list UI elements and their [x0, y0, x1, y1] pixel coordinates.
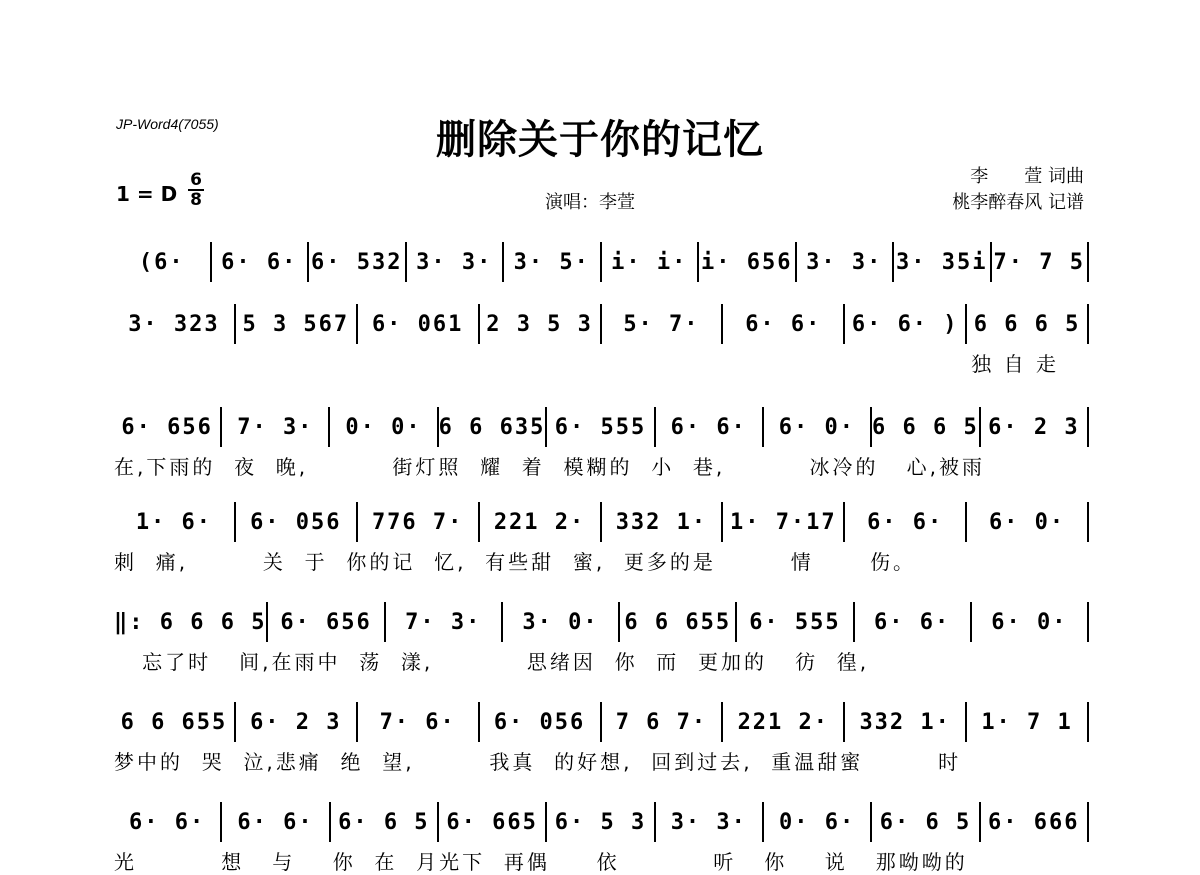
measure: 6· 6· — [867, 509, 944, 535]
measure: 6· 6· — [237, 809, 314, 835]
barline — [1087, 502, 1089, 542]
lyricist-credit — [970, 162, 1084, 188]
measure: 3· 3· — [806, 249, 883, 275]
measure: 0· 6· — [779, 809, 856, 835]
software-watermark: JP-Word4(7055) — [116, 116, 219, 132]
time-signature-top: 6 — [190, 170, 202, 190]
measure: 6· 6· ) — [851, 311, 959, 337]
lyrics-line: 独 自 走 — [971, 352, 1059, 376]
measure: 332 1· — [859, 709, 951, 735]
barline — [1087, 304, 1089, 344]
measure: 3· 3· — [670, 809, 747, 835]
measure: 6· 0· — [778, 414, 856, 440]
measure: 3· 35i — [896, 249, 988, 275]
transcriber-role: 记谱 — [1048, 192, 1084, 213]
notation-line — [114, 800, 1089, 844]
measure: 6· 2 3 — [250, 709, 342, 735]
notation-line — [114, 302, 1089, 346]
measure: 7· 3· — [237, 414, 314, 440]
lyricist-name: 李 萱 — [970, 166, 1043, 187]
measure: 6· 555 — [554, 414, 647, 440]
measure: 6· 656 — [121, 414, 213, 440]
measure: 7· 6· — [379, 709, 456, 735]
measure: 6· 056 — [493, 709, 586, 735]
measure: 6· 0· — [991, 609, 1068, 635]
key-signature: 1 = D — [116, 182, 178, 206]
barline — [1087, 802, 1089, 842]
measure: 6· 665 — [446, 809, 538, 835]
transcriber-credit — [952, 188, 1084, 214]
measure: 332 1· — [615, 509, 708, 535]
measure: 6· 061 — [371, 311, 464, 337]
measure: 7· 7 5 — [993, 249, 1085, 275]
measure: 6· 666 — [988, 809, 1080, 835]
measure: 7 6 7· — [615, 709, 708, 735]
measure: 6· 6· — [874, 609, 951, 635]
barline — [1087, 407, 1089, 447]
time-signature-bottom: 8 — [190, 190, 202, 210]
measure: 1· 6· — [135, 509, 213, 535]
measure: 6· 6· — [129, 809, 206, 835]
measure: 221 2· — [493, 509, 586, 535]
measure: 221 2· — [737, 709, 830, 735]
measure: 6· 6· — [745, 311, 822, 337]
singer-credit: 演唱：李萱 — [545, 192, 635, 213]
transcriber-name: 桃李醉春风 — [952, 192, 1043, 213]
measure: 5 3 567 — [242, 311, 350, 337]
lyricist-role: 词曲 — [1048, 166, 1084, 187]
measure: 3· 323 — [128, 311, 220, 337]
time-signature — [188, 172, 204, 208]
measure: i· 656 — [701, 249, 793, 275]
barline — [1087, 242, 1089, 282]
measure: 6· 5 3 — [554, 809, 647, 835]
song-title: 删除关于你的记忆 — [436, 117, 764, 163]
measure: 6· 2 3 — [988, 414, 1080, 440]
measure: 6 6 655 — [624, 609, 732, 635]
measure: 6· 6 5 — [338, 809, 430, 835]
measure: 6· 6· — [670, 414, 747, 440]
measure: 6· 6 5 — [879, 809, 972, 835]
measure: 3· 0· — [522, 609, 599, 635]
measure: 3· 3· — [416, 249, 493, 275]
measure: 776 7· — [371, 509, 464, 535]
measure: (6· — [138, 249, 185, 275]
measure: 5· 7· — [623, 311, 700, 337]
lyrics-line: 刺 痛, 关 于 你的记 忆, 有些甜 蜜, 更多的是 情 伤。 — [114, 550, 916, 574]
measure: 6· 0· — [988, 509, 1066, 535]
notation-line — [114, 500, 1089, 544]
measure: 6 6 655 — [120, 709, 228, 735]
lyrics-line: 梦中的 哭 泣,悲痛 绝 望, 我真 的好想, 回到过去, 重温甜蜜 时 — [114, 750, 962, 774]
measure: 6 6 635 — [438, 414, 546, 440]
notation-line — [114, 700, 1089, 744]
measure: 7· 3· — [405, 609, 482, 635]
barline — [1087, 602, 1089, 642]
measure: 6 6 6 5 — [872, 414, 979, 440]
barline — [1087, 702, 1089, 742]
measure: 1· 7 1 — [981, 709, 1073, 735]
measure: 2 3 5 3 — [486, 311, 593, 337]
notation-line — [114, 240, 1089, 284]
measure: 3· 5· — [513, 249, 590, 275]
notation-line — [114, 600, 1089, 644]
lyrics-line: 光 想 与 你 在 月光下 再偶 依 听 你 说 那呦呦的 — [114, 850, 968, 874]
lyrics-line: 忘了时 间,在雨中 荡 漾, 思绪因 你 而 更加的 彷 徨, — [114, 650, 870, 674]
measure: i· i· — [611, 249, 688, 275]
notation-line — [114, 405, 1089, 449]
lyrics-line: 在,下雨的 夜 晚, 街灯照 耀 着 模糊的 小 巷, 冰冷的 心,被雨 — [114, 455, 985, 479]
measure: ‖: 6 6 6 5 — [114, 609, 267, 635]
measure: 6· 056 — [250, 509, 342, 535]
measure: 6· 656 — [280, 609, 372, 635]
measure: 1· 7·17 — [729, 509, 837, 535]
measure: 0· 0· — [345, 414, 422, 440]
measure: 6· 6· — [221, 249, 298, 275]
measure: 6 6 6 5 — [973, 311, 1081, 337]
measure: 6· 532 — [311, 249, 403, 275]
measure: 6· 555 — [749, 609, 841, 635]
